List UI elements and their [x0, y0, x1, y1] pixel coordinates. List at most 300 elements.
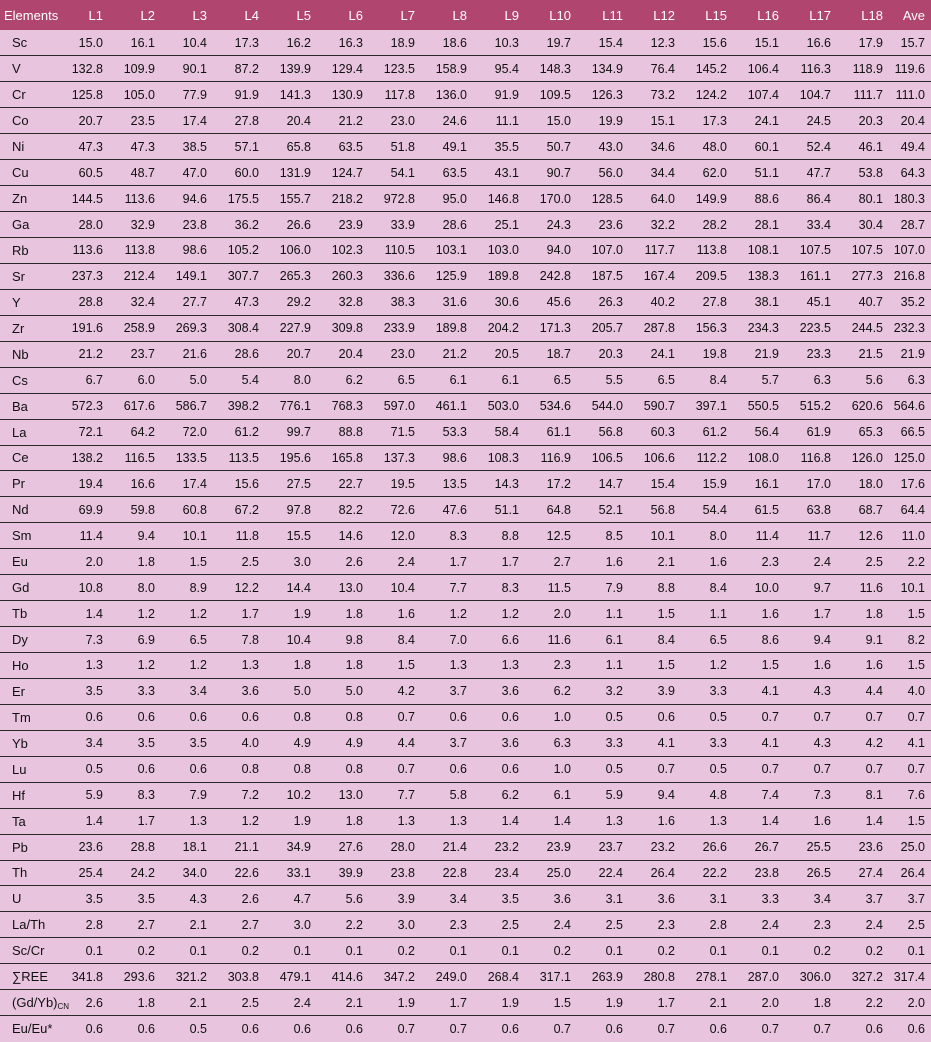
- table-cell: 2.0: [733, 990, 785, 1016]
- table-cell: 3.7: [889, 886, 931, 912]
- table-cell: 3.7: [421, 730, 473, 756]
- table-cell: 123.5: [369, 56, 421, 82]
- table-cell: 1.3: [577, 808, 629, 834]
- table-row: [0, 238, 931, 264]
- table-cell: 1.8: [837, 601, 889, 627]
- table-cell: 95.4: [473, 56, 525, 82]
- row-label: [0, 860, 57, 886]
- table-cell: 1.9: [265, 601, 317, 627]
- table-cell: 32.8: [317, 289, 369, 315]
- table-cell: 4.2: [837, 730, 889, 756]
- table-cell: 141.3: [265, 82, 317, 108]
- row-label: [0, 938, 57, 964]
- table-cell: 3.6: [525, 886, 577, 912]
- table-cell: 0.6: [57, 1016, 109, 1042]
- table-cell: 6.2: [317, 367, 369, 393]
- table-cell: 17.0: [785, 471, 837, 497]
- table-cell: 4.4: [369, 730, 421, 756]
- table-cell: 2.4: [265, 990, 317, 1016]
- table-cell: 3.5: [473, 886, 525, 912]
- table-cell: 12.6: [837, 523, 889, 549]
- table-cell: 1.4: [525, 808, 577, 834]
- table-cell: 1.3: [57, 653, 109, 679]
- table-cell: 29.2: [265, 289, 317, 315]
- table-cell: 24.6: [421, 108, 473, 134]
- table-cell: 3.6: [629, 886, 681, 912]
- table-cell: 2.2: [889, 549, 931, 575]
- table-cell: 597.0: [369, 393, 421, 419]
- table-cell: 0.8: [317, 756, 369, 782]
- table-cell: 65.8: [265, 134, 317, 160]
- table-cell: 23.9: [317, 212, 369, 238]
- table-cell: 6.9: [109, 627, 161, 653]
- table-cell: 47.6: [421, 497, 473, 523]
- row-label-text: Ga: [12, 217, 30, 233]
- table-cell: 0.6: [421, 704, 473, 730]
- table-cell: 17.9: [837, 30, 889, 56]
- table-cell: 265.3: [265, 263, 317, 289]
- row-label-text: Pb: [12, 839, 28, 855]
- column-header-l12: L12: [629, 0, 681, 30]
- table-cell: 124.7: [317, 160, 369, 186]
- table-cell: 0.7: [369, 756, 421, 782]
- table-cell: 1.2: [109, 653, 161, 679]
- table-cell: 0.1: [733, 938, 785, 964]
- table-cell: 6.7: [57, 367, 109, 393]
- table-cell: 45.6: [525, 289, 577, 315]
- table-cell: 11.7: [785, 523, 837, 549]
- table-cell: 26.6: [681, 834, 733, 860]
- table-cell: 1.5: [733, 653, 785, 679]
- table-cell: 3.9: [369, 886, 421, 912]
- table-cell: 0.1: [473, 938, 525, 964]
- table-cell: 9.1: [837, 627, 889, 653]
- table-cell: 2.7: [213, 912, 265, 938]
- table-cell: 1.7: [421, 549, 473, 575]
- table-cell: 124.2: [681, 82, 733, 108]
- table-cell: 5.0: [265, 678, 317, 704]
- table-cell: 3.7: [421, 678, 473, 704]
- table-row: [0, 678, 931, 704]
- table-cell: 3.4: [421, 886, 473, 912]
- table-cell: 105.2: [213, 238, 265, 264]
- table-cell: 18.9: [369, 30, 421, 56]
- table-cell: 9.4: [109, 523, 161, 549]
- table-cell: 479.1: [265, 964, 317, 990]
- table-cell: 106.6: [629, 445, 681, 471]
- table-cell: 118.9: [837, 56, 889, 82]
- row-label-text: Lu: [12, 761, 27, 777]
- table-cell: 104.7: [785, 82, 837, 108]
- table-cell: 515.2: [785, 393, 837, 419]
- table-cell: 1.7: [213, 601, 265, 627]
- table-cell: 309.8: [317, 315, 369, 341]
- row-label-text: La: [12, 424, 27, 440]
- table-cell: 1.3: [473, 653, 525, 679]
- table-cell: 126.0: [837, 445, 889, 471]
- column-header-l2: L2: [109, 0, 161, 30]
- table-cell: 4.2: [369, 678, 421, 704]
- table-cell: 10.4: [369, 575, 421, 601]
- table-cell: 95.0: [421, 186, 473, 212]
- table-cell: 1.6: [681, 549, 733, 575]
- column-header-l3: L3: [161, 0, 213, 30]
- table-cell: 47.7: [785, 160, 837, 186]
- table-cell: 133.5: [161, 445, 213, 471]
- table-cell: 0.7: [837, 756, 889, 782]
- table-cell: 17.4: [161, 108, 213, 134]
- table-cell: 56.8: [577, 419, 629, 445]
- table-cell: 2.6: [317, 549, 369, 575]
- table-cell: 113.6: [109, 186, 161, 212]
- table-cell: 107.5: [785, 238, 837, 264]
- table-cell: 20.4: [317, 341, 369, 367]
- table-cell: 2.1: [629, 549, 681, 575]
- table-cell: 1.3: [213, 653, 265, 679]
- table-cell: 11.0: [889, 523, 931, 549]
- table-cell: 53.3: [421, 419, 473, 445]
- table-cell: 35.5: [473, 134, 525, 160]
- table-cell: 11.4: [733, 523, 785, 549]
- table-cell: 2.5: [577, 912, 629, 938]
- table-cell: 3.6: [473, 730, 525, 756]
- table-cell: 60.3: [629, 419, 681, 445]
- table-cell: 64.8: [525, 497, 577, 523]
- table-cell: 10.8: [57, 575, 109, 601]
- table-cell: 20.7: [265, 341, 317, 367]
- table-cell: 260.3: [317, 263, 369, 289]
- table-cell: 34.0: [161, 860, 213, 886]
- table-cell: 2.3: [421, 912, 473, 938]
- table-cell: 16.6: [109, 471, 161, 497]
- table-cell: 223.5: [785, 315, 837, 341]
- table-cell: 25.0: [889, 834, 931, 860]
- table-cell: 1.8: [317, 653, 369, 679]
- table-cell: 0.6: [421, 756, 473, 782]
- table-cell: 107.4: [733, 82, 785, 108]
- table-cell: 15.0: [525, 108, 577, 134]
- table-cell: 6.2: [525, 678, 577, 704]
- table-cell: 33.1: [265, 860, 317, 886]
- table-cell: 125.0: [889, 445, 931, 471]
- table-row: [0, 912, 931, 938]
- table-cell: 131.9: [265, 160, 317, 186]
- row-label-text: Cr: [12, 87, 26, 103]
- table-cell: 15.6: [213, 471, 265, 497]
- table-cell: 32.2: [629, 212, 681, 238]
- table-cell: 234.3: [733, 315, 785, 341]
- table-row: [0, 1016, 931, 1042]
- table-cell: 1.5: [629, 653, 681, 679]
- table-cell: 24.2: [109, 860, 161, 886]
- table-row: [0, 704, 931, 730]
- table-cell: 550.5: [733, 393, 785, 419]
- table-cell: 49.1: [421, 134, 473, 160]
- table-cell: 111.0: [889, 82, 931, 108]
- table-cell: 47.0: [161, 160, 213, 186]
- table-cell: 7.7: [421, 575, 473, 601]
- table-cell: 63.5: [317, 134, 369, 160]
- table-row: [0, 367, 931, 393]
- table-cell: 0.2: [629, 938, 681, 964]
- column-header-l8: L8: [421, 0, 473, 30]
- table-cell: 233.9: [369, 315, 421, 341]
- table-cell: 51.8: [369, 134, 421, 160]
- table-cell: 1.8: [317, 601, 369, 627]
- table-cell: 3.0: [369, 912, 421, 938]
- table-row: [0, 315, 931, 341]
- table-cell: 564.6: [889, 393, 931, 419]
- table-cell: 2.3: [525, 653, 577, 679]
- table-cell: 4.0: [213, 730, 265, 756]
- table-cell: 17.3: [213, 30, 265, 56]
- table-cell: 287.8: [629, 315, 681, 341]
- table-cell: 23.6: [57, 834, 109, 860]
- table-cell: 15.4: [577, 30, 629, 56]
- table-cell: 23.8: [369, 860, 421, 886]
- table-cell: 2.6: [57, 990, 109, 1016]
- table-cell: 26.6: [265, 212, 317, 238]
- table-cell: 0.7: [733, 1016, 785, 1042]
- row-label: [0, 289, 57, 315]
- table-cell: 205.7: [577, 315, 629, 341]
- table-row: [0, 497, 931, 523]
- table-cell: 21.1: [213, 834, 265, 860]
- table-cell: 0.7: [369, 1016, 421, 1042]
- table-cell: 117.8: [369, 82, 421, 108]
- row-label-text: Cu: [12, 165, 29, 181]
- row-label-text: La/Th: [12, 917, 46, 933]
- table-cell: 47.3: [109, 134, 161, 160]
- table-cell: 66.5: [889, 419, 931, 445]
- table-cell: 148.3: [525, 56, 577, 82]
- table-cell: 27.8: [681, 289, 733, 315]
- table-cell: 280.8: [629, 964, 681, 990]
- table-cell: 0.2: [837, 938, 889, 964]
- table-cell: 106.0: [265, 238, 317, 264]
- table-cell: 3.3: [109, 678, 161, 704]
- table-cell: 3.1: [681, 886, 733, 912]
- table-cell: 137.3: [369, 445, 421, 471]
- row-label: [0, 471, 57, 497]
- table-cell: 5.9: [57, 782, 109, 808]
- table-cell: 26.4: [629, 860, 681, 886]
- table-cell: 5.8: [421, 782, 473, 808]
- table-cell: 139.9: [265, 56, 317, 82]
- row-label-text: Eu: [12, 554, 28, 570]
- table-cell: 19.7: [525, 30, 577, 56]
- table-cell: 6.3: [525, 730, 577, 756]
- row-label-text: U: [12, 891, 22, 907]
- table-cell: 119.6: [889, 56, 931, 82]
- table-cell: 99.7: [265, 419, 317, 445]
- table-cell: 138.3: [733, 263, 785, 289]
- table-cell: 10.0: [733, 575, 785, 601]
- table-cell: 187.5: [577, 263, 629, 289]
- table-cell: 23.8: [161, 212, 213, 238]
- table-cell: 2.0: [525, 601, 577, 627]
- table-cell: 30.4: [837, 212, 889, 238]
- table-cell: 113.8: [681, 238, 733, 264]
- table-cell: 1.7: [785, 601, 837, 627]
- row-label-text: Cs: [12, 372, 28, 388]
- row-label: [0, 315, 57, 341]
- table-cell: 620.6: [837, 393, 889, 419]
- table-cell: 4.0: [889, 678, 931, 704]
- table-cell: 28.7: [889, 212, 931, 238]
- table-cell: 67.2: [213, 497, 265, 523]
- row-label-text: Y: [12, 294, 21, 310]
- table-cell: 0.7: [837, 704, 889, 730]
- table-cell: 4.8: [681, 782, 733, 808]
- table-cell: 7.4: [733, 782, 785, 808]
- table-cell: 11.5: [525, 575, 577, 601]
- table-cell: 232.3: [889, 315, 931, 341]
- table-cell: 94.6: [161, 186, 213, 212]
- table-cell: 15.7: [889, 30, 931, 56]
- table-cell: 3.5: [109, 886, 161, 912]
- row-label: [0, 1016, 57, 1042]
- table-cell: 21.9: [733, 341, 785, 367]
- table-cell: 227.9: [265, 315, 317, 341]
- table-row: [0, 886, 931, 912]
- table-cell: 61.2: [681, 419, 733, 445]
- table-cell: 16.3: [317, 30, 369, 56]
- table-cell: 52.4: [785, 134, 837, 160]
- table-cell: 65.3: [837, 419, 889, 445]
- table-cell: 2.1: [161, 912, 213, 938]
- table-cell: 0.1: [57, 938, 109, 964]
- table-cell: 125.8: [57, 82, 109, 108]
- table-cell: 144.5: [57, 186, 109, 212]
- table-cell: 0.6: [681, 1016, 733, 1042]
- row-label: [0, 549, 57, 575]
- table-cell: 0.6: [317, 1016, 369, 1042]
- table-cell: 0.6: [161, 756, 213, 782]
- table-cell: 11.6: [525, 627, 577, 653]
- row-label: [0, 678, 57, 704]
- table-cell: 61.9: [785, 419, 837, 445]
- table-cell: 21.2: [421, 341, 473, 367]
- table-cell: 0.1: [317, 938, 369, 964]
- row-label-text: Tb: [12, 606, 28, 622]
- row-label: [0, 108, 57, 134]
- table-cell: 58.4: [473, 419, 525, 445]
- table-cell: 22.8: [421, 860, 473, 886]
- table-cell: 4.1: [733, 730, 785, 756]
- table-cell: 0.6: [57, 704, 109, 730]
- table-row: [0, 341, 931, 367]
- table-cell: 0.8: [265, 756, 317, 782]
- table-cell: 1.1: [577, 601, 629, 627]
- table-cell: 50.7: [525, 134, 577, 160]
- table-cell: 303.8: [213, 964, 265, 990]
- table-cell: 0.7: [629, 756, 681, 782]
- table-row: [0, 964, 931, 990]
- table-cell: 3.5: [57, 886, 109, 912]
- table-cell: 218.2: [317, 186, 369, 212]
- column-header-l11: L11: [577, 0, 629, 30]
- table-cell: 9.7: [785, 575, 837, 601]
- table-cell: 112.2: [681, 445, 733, 471]
- table-cell: 61.1: [525, 419, 577, 445]
- table-cell: 0.5: [681, 704, 733, 730]
- table-cell: 2.4: [733, 912, 785, 938]
- row-label: [0, 82, 57, 108]
- table-cell: 15.9: [681, 471, 733, 497]
- table-cell: 21.2: [57, 341, 109, 367]
- table-cell: 155.7: [265, 186, 317, 212]
- table-cell: 13.5: [421, 471, 473, 497]
- table-cell: 321.2: [161, 964, 213, 990]
- row-label-text: Zn: [12, 191, 28, 207]
- table-cell: 1.5: [525, 990, 577, 1016]
- table-cell: 25.5: [785, 834, 837, 860]
- table-cell: 212.4: [109, 263, 161, 289]
- table-cell: 3.0: [265, 912, 317, 938]
- table-cell: 116.3: [785, 56, 837, 82]
- table-row: [0, 289, 931, 315]
- table-cell: 1.5: [369, 653, 421, 679]
- table-cell: 28.8: [57, 289, 109, 315]
- table-cell: 43.1: [473, 160, 525, 186]
- table-cell: 26.4: [889, 860, 931, 886]
- row-label: [0, 834, 57, 860]
- column-header-l1: L1: [57, 0, 109, 30]
- table-cell: 16.2: [265, 30, 317, 56]
- table-cell: 0.1: [577, 938, 629, 964]
- table-cell: 6.0: [109, 367, 161, 393]
- table-cell: 3.4: [785, 886, 837, 912]
- table-cell: 56.4: [733, 419, 785, 445]
- row-label: [0, 601, 57, 627]
- table-cell: 10.1: [629, 523, 681, 549]
- table-cell: 56.8: [629, 497, 681, 523]
- table-cell: 7.7: [369, 782, 421, 808]
- table-cell: 15.1: [629, 108, 681, 134]
- table-cell: 107.5: [837, 238, 889, 264]
- table-cell: 0.7: [369, 704, 421, 730]
- table-cell: 189.8: [473, 263, 525, 289]
- table-cell: 13.0: [317, 782, 369, 808]
- table-cell: 26.5: [785, 860, 837, 886]
- table-cell: 617.6: [109, 393, 161, 419]
- row-label-text: Hf: [12, 787, 25, 803]
- table-cell: 27.6: [317, 834, 369, 860]
- table-cell: 2.0: [889, 990, 931, 1016]
- table-cell: 149.1: [161, 263, 213, 289]
- table-cell: 53.8: [837, 160, 889, 186]
- table-cell: 23.6: [577, 212, 629, 238]
- table-cell: 98.6: [421, 445, 473, 471]
- table-row: [0, 160, 931, 186]
- table-cell: 47.3: [213, 289, 265, 315]
- table-cell: 0.5: [577, 704, 629, 730]
- table-cell: 18.6: [421, 30, 473, 56]
- table-cell: 23.7: [577, 834, 629, 860]
- table-cell: 0.7: [889, 756, 931, 782]
- table-cell: 88.8: [317, 419, 369, 445]
- table-cell: 1.5: [161, 549, 213, 575]
- table-cell: 51.1: [473, 497, 525, 523]
- table-row: [0, 938, 931, 964]
- table-cell: 126.3: [577, 82, 629, 108]
- table-cell: 16.1: [109, 30, 161, 56]
- table-cell: 56.0: [577, 160, 629, 186]
- table-cell: 3.7: [837, 886, 889, 912]
- table-cell: 156.3: [681, 315, 733, 341]
- table-cell: 28.6: [421, 212, 473, 238]
